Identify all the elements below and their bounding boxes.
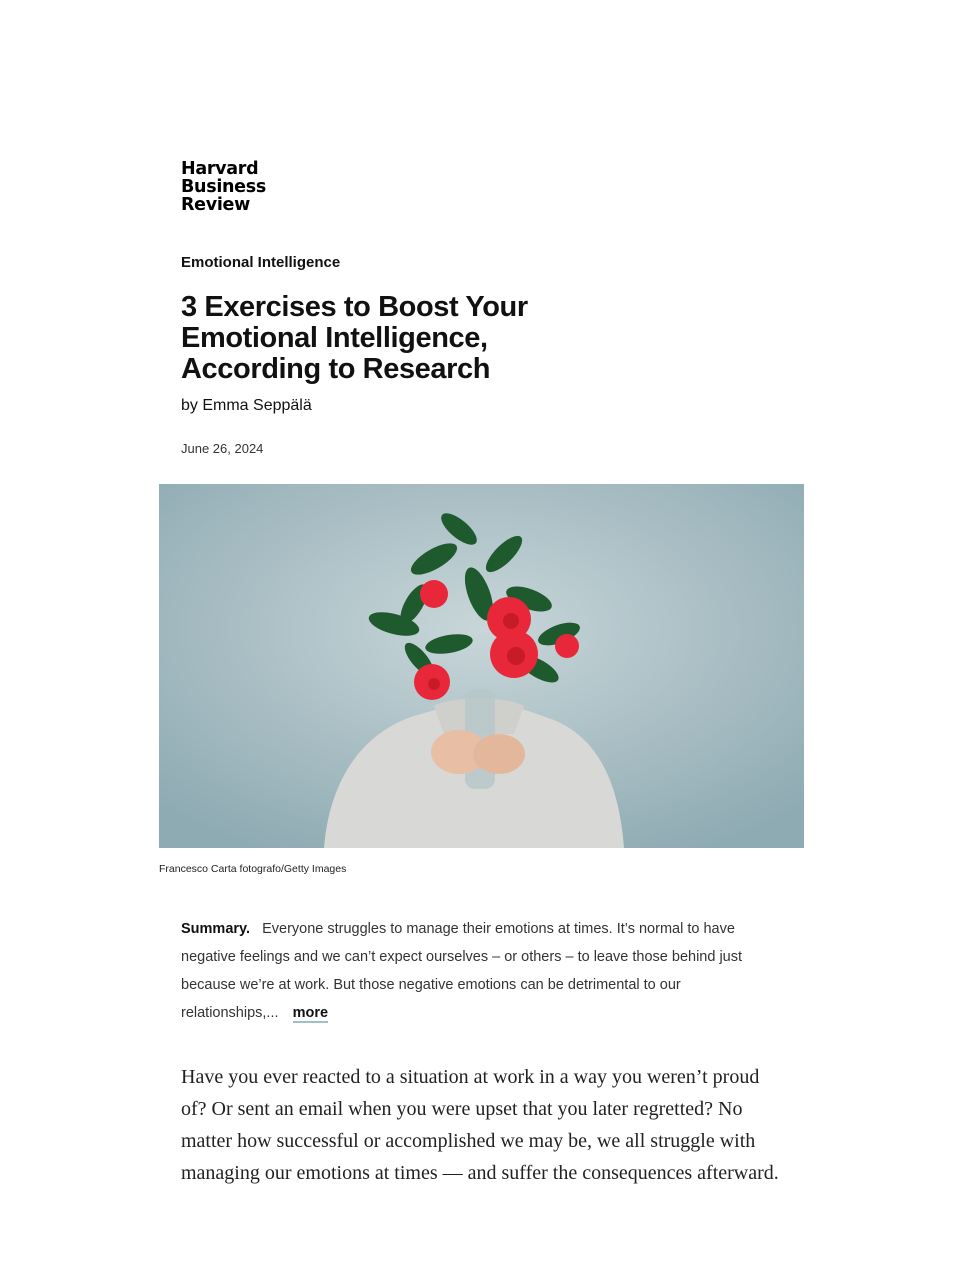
article-paragraph: Have you ever reacted to a situation at work in a way you weren’t proud of? Or sent an email when you were upset that you later regretted? No matter how successful or accomplished we may be, we all struggle with managing our emotions at times — and suffer the consequences afterward.	[181, 1066, 779, 1184]
summary-label: Summary.	[181, 921, 251, 937]
logo-line-3: Review	[181, 195, 250, 215]
logo-line-2: Business	[181, 177, 266, 197]
article-date: June 26, 2024	[181, 441, 264, 456]
hero-image	[159, 484, 804, 848]
summary-more-button[interactable]: more	[292, 1005, 329, 1021]
image-credit: Francesco Carta fotografo/Getty Images	[159, 863, 347, 875]
topic-link[interactable]: Emotional Intelligence	[181, 254, 341, 271]
hbr-logo[interactable]	[181, 160, 266, 214]
article-headline: 3 Exercises to Boost Your Emotional Intelligence, According to Research	[181, 291, 528, 385]
logo-line-1: Harvard	[181, 159, 259, 179]
summary-block	[181, 915, 781, 1027]
summary-text: Everyone struggles to manage their emotions at times. It’s normal to have negative feelings and we can’t expect ourselves – or others – to leave those behind just because we’re at work. But those negative emotions can be detrimental to our relationships,...	[181, 921, 743, 1021]
article-byline[interactable]: by Emma Seppälä	[181, 397, 312, 414]
